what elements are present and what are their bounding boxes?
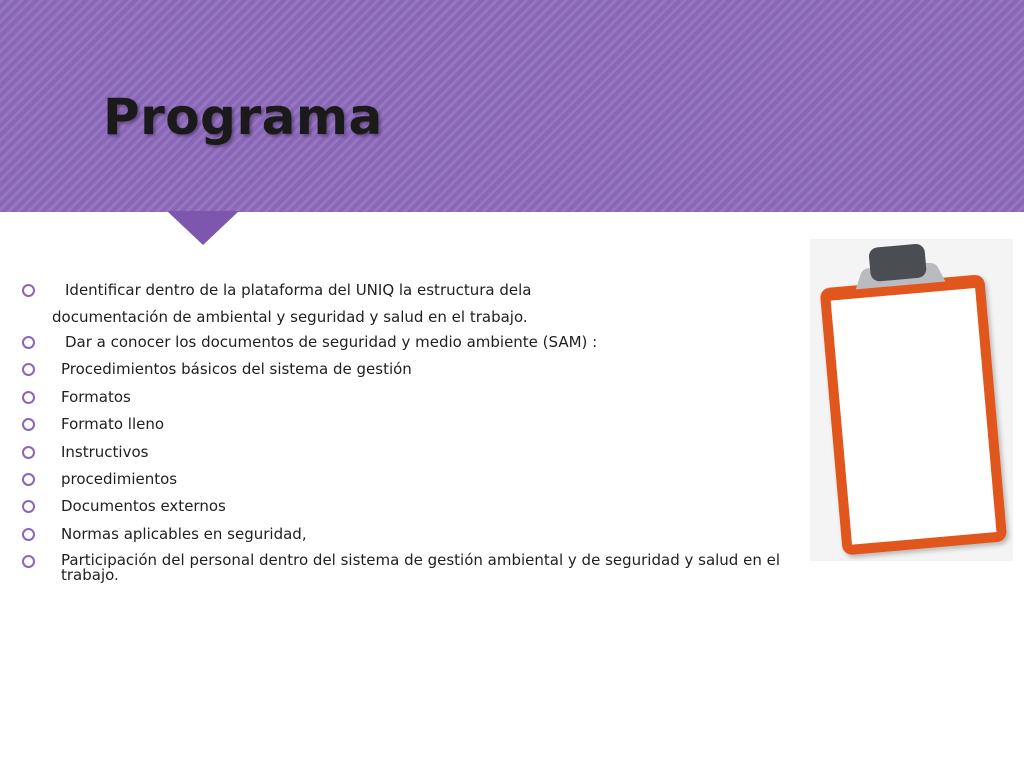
circle-bullet-icon [22, 555, 35, 568]
list-item [22, 526, 812, 543]
list-item-text: Procedimientos básicos del sistema de gestión [61, 360, 412, 379]
banner-pointer [167, 211, 239, 245]
circle-bullet-icon [22, 363, 35, 376]
list-item-continuation: documentación de ambiental y seguridad y salud en el trabajo. [52, 308, 528, 326]
list-item-text: Normas aplicables en seguridad, [61, 524, 307, 543]
list-item-text: Formato lleno [61, 415, 165, 434]
list-item-text: Dar a conocer los documentos de seguridad y medio ambiente (SAM) : [65, 333, 598, 351]
circle-bullet-icon [22, 528, 35, 541]
clipboard-illustration [810, 239, 1013, 561]
list-item-text: Participación del personal dentro del sistema de gestión ambiental y de seguridad y salud en el trabajo. [61, 551, 780, 585]
list-item [22, 553, 812, 583]
list-item [22, 282, 812, 326]
circle-bullet-icon [22, 336, 35, 349]
list-item [22, 416, 812, 433]
clipboard-icon [810, 239, 1013, 561]
list-item-text: Identificar dentro de la plataforma del UNIQ la estructura dela [65, 281, 532, 299]
bullet-list [22, 282, 812, 594]
slide-title: Programa [103, 88, 383, 146]
list-item-text: procedimientos [61, 469, 178, 488]
circle-bullet-icon [22, 500, 35, 513]
circle-bullet-icon [22, 284, 35, 297]
circle-bullet-icon [22, 418, 35, 431]
list-item-text: Formatos [61, 387, 131, 406]
list-item [22, 498, 812, 515]
circle-bullet-icon [22, 473, 35, 486]
list-item-text: Documentos externos [61, 497, 226, 516]
list-item [22, 471, 812, 488]
list-item-text: Instructivos [61, 442, 149, 461]
list-item [22, 361, 812, 378]
circle-bullet-icon [22, 391, 35, 404]
list-item [22, 389, 812, 406]
list-item [22, 334, 812, 351]
circle-bullet-icon [22, 446, 35, 459]
list-item [22, 444, 812, 461]
